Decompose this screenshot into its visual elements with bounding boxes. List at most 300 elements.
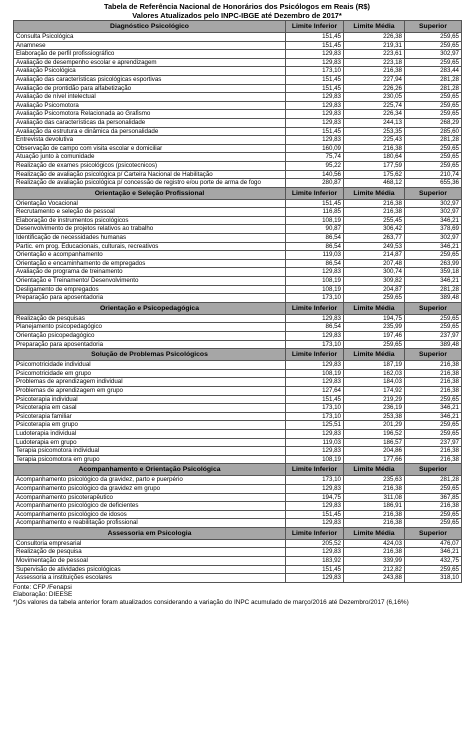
value-max: 259,65 <box>405 565 462 574</box>
value-mid: 187,19 <box>344 361 405 370</box>
value-mid: 243,88 <box>344 574 405 583</box>
service-name: Realização de avaliação psicológica p/ concessão de registro e/ou porte de arma de fogo <box>14 179 286 188</box>
service-name: Realização de exames psicológicos (psicotecnicos) <box>14 161 286 170</box>
value-mid: 235,63 <box>344 476 405 485</box>
fee-table <box>13 20 462 583</box>
service-name: Acompanhamento psicológico de deficientes <box>14 502 286 511</box>
value-min: 116,85 <box>286 208 344 217</box>
value-min: 173,10 <box>286 412 344 421</box>
service-name: Avaliação Psicológica <box>14 67 286 76</box>
value-max: 259,65 <box>405 484 462 493</box>
footer <box>13 584 474 607</box>
value-min: 127,64 <box>286 386 344 395</box>
column-header-max: Superior <box>405 21 462 33</box>
value-min: 129,83 <box>286 548 344 557</box>
value-max: 655,36 <box>405 179 462 188</box>
value-max: 346,21 <box>405 404 462 413</box>
table-row <box>14 332 462 341</box>
value-max: 281,28 <box>405 136 462 145</box>
service-name: Identificação de necessidades humanas <box>14 234 286 243</box>
value-mid: 162,03 <box>344 369 405 378</box>
table-row <box>14 50 462 59</box>
value-mid: 226,26 <box>344 84 405 93</box>
service-name: Avaliação Psicomotora <box>14 101 286 110</box>
table-row <box>14 429 462 438</box>
table-row <box>14 476 462 485</box>
column-header-min: Limite Inferior <box>286 349 344 361</box>
table-row <box>14 502 462 511</box>
value-max: 283,44 <box>405 67 462 76</box>
value-min: 75,74 <box>286 153 344 162</box>
value-mid: 196,52 <box>344 429 405 438</box>
value-max: 259,65 <box>405 93 462 102</box>
value-min: 173,10 <box>286 404 344 413</box>
value-mid: 216,38 <box>344 510 405 519</box>
value-max: 259,65 <box>405 421 462 430</box>
value-max: 259,65 <box>405 314 462 323</box>
value-min: 108,19 <box>286 285 344 294</box>
service-name: Psicoterapia em casal <box>14 404 286 413</box>
table-row <box>14 101 462 110</box>
service-name: Avaliação da estrutura e dinâmica da personalidade <box>14 127 286 136</box>
service-name: Orientação Vocacional <box>14 199 286 208</box>
value-mid: 468,12 <box>344 179 405 188</box>
value-max: 389,48 <box>405 340 462 349</box>
service-name: Orientação e acompanhamento <box>14 251 286 260</box>
value-mid: 214,87 <box>344 251 405 260</box>
service-name: Consulta Psicológica <box>14 33 286 42</box>
table-row <box>14 234 462 243</box>
title-line-1: Tabela de Referência Nacional de Honorários dos Psicólogos em Reais (R$) <box>103 2 370 11</box>
column-header-max: Superior <box>405 349 462 361</box>
value-max: 259,65 <box>405 510 462 519</box>
table-row <box>14 179 462 188</box>
value-mid: 223,18 <box>344 58 405 67</box>
value-min: 129,83 <box>286 136 344 145</box>
service-name: Elaboração de perfil profissiográfico <box>14 50 286 59</box>
service-name: Realização de pesquisa <box>14 548 286 557</box>
value-max: 216,38 <box>405 502 462 511</box>
column-header-min: Limite Inferior <box>286 21 344 33</box>
service-name: Psicoterapia em grupo <box>14 421 286 430</box>
value-max: 432,75 <box>405 557 462 566</box>
column-header-mid: Limite Média <box>344 302 405 314</box>
value-min: 129,83 <box>286 447 344 456</box>
service-name: Avaliação de programa de treinamento <box>14 268 286 277</box>
service-name: Psicoterapia familiar <box>14 412 286 421</box>
service-name: Atuação junto à comunidade <box>14 153 286 162</box>
table-row <box>14 539 462 548</box>
value-mid: 216,38 <box>344 484 405 493</box>
value-mid: 216,38 <box>344 548 405 557</box>
value-max: 378,69 <box>405 225 462 234</box>
table-row <box>14 438 462 447</box>
value-min: 129,83 <box>286 429 344 438</box>
value-mid: 300,74 <box>344 268 405 277</box>
table-row <box>14 340 462 349</box>
service-name: Supervisão de atividades psicológicas <box>14 565 286 574</box>
value-max: 259,65 <box>405 251 462 260</box>
value-min: 280,87 <box>286 179 344 188</box>
value-mid: 216,38 <box>344 144 405 153</box>
service-name: Orientação psicopedagógico <box>14 332 286 341</box>
value-max: 263,99 <box>405 259 462 268</box>
table-row <box>14 225 462 234</box>
service-name: Assessoria a instituições escolares <box>14 574 286 583</box>
table-row <box>14 242 462 251</box>
service-name: Desligamento de empregados <box>14 285 286 294</box>
service-name: Acompanhamento psicológico da gravidez em grupo <box>14 484 286 493</box>
value-max: 318,10 <box>405 574 462 583</box>
value-max: 216,38 <box>405 447 462 456</box>
value-min: 129,83 <box>286 314 344 323</box>
service-name: Psicoterapia individual <box>14 395 286 404</box>
value-mid: 259,65 <box>344 294 405 303</box>
service-name: Acompanhamento psicoterapêutico <box>14 493 286 502</box>
footer-elaboration: Elaboração: DIEESE <box>13 591 73 599</box>
table-row <box>14 404 462 413</box>
value-max: 259,65 <box>405 144 462 153</box>
table-row <box>14 161 462 170</box>
table-row <box>14 386 462 395</box>
service-name: Preparação para aposentadoria <box>14 340 286 349</box>
value-max: 346,21 <box>405 412 462 421</box>
table-row <box>14 259 462 268</box>
value-max: 216,38 <box>405 369 462 378</box>
value-max: 389,48 <box>405 294 462 303</box>
value-min: 129,83 <box>286 378 344 387</box>
value-min: 160,09 <box>286 144 344 153</box>
value-max: 285,60 <box>405 127 462 136</box>
column-header-min: Limite Inferior <box>286 464 344 476</box>
table-row <box>14 67 462 76</box>
value-min: 151,45 <box>286 75 344 84</box>
section-title: Orientação e Seleção Profissional <box>14 187 286 199</box>
value-max: 259,65 <box>405 58 462 67</box>
table-row <box>14 557 462 566</box>
value-max: 281,28 <box>405 84 462 93</box>
column-header-max: Superior <box>405 527 462 539</box>
service-name: Movimentação de pessoal <box>14 557 286 566</box>
value-mid: 201,29 <box>344 421 405 430</box>
value-min: 129,83 <box>286 118 344 127</box>
value-mid: 184,03 <box>344 378 405 387</box>
table-row <box>14 58 462 67</box>
service-name: Psicomotricidade individual <box>14 361 286 370</box>
value-min: 151,45 <box>286 33 344 42</box>
value-min: 129,83 <box>286 110 344 119</box>
service-name: Partic. em prog. Educacionais, culturais, recreativos <box>14 242 286 251</box>
value-min: 129,83 <box>286 332 344 341</box>
table-row <box>14 421 462 430</box>
column-header-max: Superior <box>405 302 462 314</box>
table-row <box>14 153 462 162</box>
value-mid: 306,42 <box>344 225 405 234</box>
column-header-mid: Limite Média <box>344 349 405 361</box>
service-name: Problemas de aprendizagem em grupo <box>14 386 286 395</box>
table-row <box>14 110 462 119</box>
value-mid: 219,31 <box>344 41 405 50</box>
value-max: 281,28 <box>405 285 462 294</box>
table-row <box>14 565 462 574</box>
value-mid: 236,19 <box>344 404 405 413</box>
column-header-mid: Limite Média <box>344 464 405 476</box>
value-min: 194,75 <box>286 493 344 502</box>
value-mid: 216,38 <box>344 519 405 528</box>
value-max: 210,74 <box>405 170 462 179</box>
table-row <box>14 447 462 456</box>
value-min: 173,10 <box>286 67 344 76</box>
table-row <box>14 251 462 260</box>
service-name: Avaliação de prontidão para alfabetização <box>14 84 286 93</box>
value-mid: 177,59 <box>344 161 405 170</box>
table-row <box>14 33 462 42</box>
service-name: Realização de avaliação psicológica p/ Carteira Nacional de Habilitação <box>14 170 286 179</box>
table-row <box>14 216 462 225</box>
value-max: 281,28 <box>405 476 462 485</box>
table-row <box>14 118 462 127</box>
value-max: 237,97 <box>405 438 462 447</box>
section-title: Assessoria em Psicologia <box>14 527 286 539</box>
table-row <box>14 93 462 102</box>
column-header-mid: Limite Média <box>344 187 405 199</box>
service-name: Orientação e Treinamento/ Desenvolvimento <box>14 277 286 286</box>
value-min: 173,10 <box>286 294 344 303</box>
value-mid: 339,99 <box>344 557 405 566</box>
value-min: 129,83 <box>286 268 344 277</box>
service-name: Avaliação de nível intelectual <box>14 93 286 102</box>
value-min: 86,54 <box>286 242 344 251</box>
value-min: 108,19 <box>286 216 344 225</box>
document-title <box>0 0 474 20</box>
value-min: 205,52 <box>286 539 344 548</box>
value-mid: 207,48 <box>344 259 405 268</box>
column-header-min: Limite Inferior <box>286 187 344 199</box>
value-mid: 259,65 <box>344 340 405 349</box>
value-min: 119,03 <box>286 438 344 447</box>
value-mid: 216,38 <box>344 208 405 217</box>
table-row <box>14 412 462 421</box>
value-min: 129,83 <box>286 101 344 110</box>
value-min: 129,83 <box>286 519 344 528</box>
value-max: 367,85 <box>405 493 462 502</box>
value-max: 259,65 <box>405 110 462 119</box>
service-name: Terapia psicomotora individual <box>14 447 286 456</box>
value-max: 346,21 <box>405 216 462 225</box>
value-mid: 212,82 <box>344 565 405 574</box>
table-row <box>14 208 462 217</box>
value-min: 151,45 <box>286 127 344 136</box>
value-mid: 219,29 <box>344 395 405 404</box>
value-mid: 253,35 <box>344 127 405 136</box>
value-min: 183,92 <box>286 557 344 566</box>
table-row <box>14 510 462 519</box>
service-name: Psicomotricidade em grupo <box>14 369 286 378</box>
value-mid: 253,38 <box>344 412 405 421</box>
column-header-min: Limite Inferior <box>286 302 344 314</box>
service-name: Preparação para aposentadoria <box>14 294 286 303</box>
value-min: 86,54 <box>286 234 344 243</box>
value-min: 86,54 <box>286 259 344 268</box>
section-header-row <box>14 349 462 361</box>
value-max: 359,18 <box>405 268 462 277</box>
value-min: 129,83 <box>286 484 344 493</box>
value-max: 346,21 <box>405 277 462 286</box>
value-mid: 177,66 <box>344 455 405 464</box>
value-mid: 226,34 <box>344 110 405 119</box>
value-max: 259,65 <box>405 33 462 42</box>
value-mid: 223,61 <box>344 50 405 59</box>
value-min: 125,51 <box>286 421 344 430</box>
value-mid: 216,38 <box>344 67 405 76</box>
value-min: 129,83 <box>286 93 344 102</box>
table-row <box>14 136 462 145</box>
value-max: 259,65 <box>405 161 462 170</box>
table-row <box>14 378 462 387</box>
service-name: Acompanhamento psicológico de idosos <box>14 510 286 519</box>
value-mid: 249,53 <box>344 242 405 251</box>
value-mid: 225,74 <box>344 101 405 110</box>
value-mid: 255,45 <box>344 216 405 225</box>
value-min: 129,83 <box>286 361 344 370</box>
value-mid: 230,05 <box>344 93 405 102</box>
column-header-min: Limite Inferior <box>286 527 344 539</box>
value-min: 151,45 <box>286 395 344 404</box>
footer-note: *)Os valores da tabela anterior foram atualizados considerando a variação do INPC acumulado de março/2016 até Dezembro/2017 (6,16%) <box>13 598 409 606</box>
table-row <box>14 294 462 303</box>
value-mid: 174,92 <box>344 386 405 395</box>
value-min: 129,83 <box>286 58 344 67</box>
service-name: Planejamento psicopedagógico <box>14 323 286 332</box>
service-name: Consultoria empresarial <box>14 539 286 548</box>
value-max: 302,97 <box>405 199 462 208</box>
value-max: 259,65 <box>405 41 462 50</box>
value-min: 151,45 <box>286 41 344 50</box>
value-min: 129,83 <box>286 502 344 511</box>
table-row <box>14 323 462 332</box>
value-max: 237,97 <box>405 332 462 341</box>
table-row <box>14 199 462 208</box>
service-name: Observação de campo com visita escolar e domiciliar <box>14 144 286 153</box>
column-header-mid: Limite Média <box>344 527 405 539</box>
value-max: 268,29 <box>405 118 462 127</box>
table-row <box>14 395 462 404</box>
value-mid: 225,43 <box>344 136 405 145</box>
table-row <box>14 548 462 557</box>
value-max: 216,38 <box>405 455 462 464</box>
value-mid: 194,75 <box>344 314 405 323</box>
section-title: Orientação e Psicopedagógica <box>14 302 286 314</box>
value-max: 281,28 <box>405 75 462 84</box>
value-min: 129,83 <box>286 574 344 583</box>
service-name: Ludoterapia individual <box>14 429 286 438</box>
table-row <box>14 574 462 583</box>
service-name: Avaliação das características da personalidade <box>14 118 286 127</box>
value-min: 86,54 <box>286 323 344 332</box>
value-min: 151,45 <box>286 199 344 208</box>
value-mid: 235,99 <box>344 323 405 332</box>
value-max: 259,65 <box>405 429 462 438</box>
value-min: 173,10 <box>286 340 344 349</box>
value-max: 259,65 <box>405 101 462 110</box>
table-row <box>14 75 462 84</box>
value-mid: 424,03 <box>344 539 405 548</box>
table-row <box>14 493 462 502</box>
value-max: 216,38 <box>405 378 462 387</box>
service-name: Acompanhamento e reabilitação profissional <box>14 519 286 528</box>
value-max: 302,97 <box>405 234 462 243</box>
value-min: 151,45 <box>286 84 344 93</box>
service-name: Realização de pesquisas <box>14 314 286 323</box>
table-row <box>14 268 462 277</box>
service-name: Entrevista devolutiva <box>14 136 286 145</box>
table-row <box>14 519 462 528</box>
service-name: Desenvolvimento de projetos relativos ao trabalho <box>14 225 286 234</box>
service-name: Avaliação Psicomotora Relacionada ao Grafismo <box>14 110 286 119</box>
value-mid: 216,38 <box>344 199 405 208</box>
service-name: Avaliação das características psicológicas esportivas <box>14 75 286 84</box>
section-header-row <box>14 302 462 314</box>
value-mid: 204,87 <box>344 285 405 294</box>
section-header-row <box>14 21 462 33</box>
service-name: Problemas de aprendizagem individual <box>14 378 286 387</box>
value-min: 108,19 <box>286 455 344 464</box>
service-name: Elaboração de instrumentos psicológicos <box>14 216 286 225</box>
table-row <box>14 484 462 493</box>
footer-source: Fonte: CFP /Fenapsi <box>13 583 72 591</box>
value-min: 90,87 <box>286 225 344 234</box>
value-min: 173,10 <box>286 476 344 485</box>
service-name: Acompanhamento psicológico da gravidez, parto e puerpério <box>14 476 286 485</box>
value-mid: 263,77 <box>344 234 405 243</box>
value-min: 108,19 <box>286 277 344 286</box>
value-mid: 244,13 <box>344 118 405 127</box>
value-max: 259,65 <box>405 519 462 528</box>
section-title: Solução de Problemas Psicológicos <box>14 349 286 361</box>
table-row <box>14 314 462 323</box>
value-max: 302,97 <box>405 208 462 217</box>
table-row <box>14 277 462 286</box>
table-row <box>14 285 462 294</box>
value-max: 259,65 <box>405 323 462 332</box>
table-row <box>14 144 462 153</box>
value-mid: 186,91 <box>344 502 405 511</box>
section-title: Diagnóstico Psicológico <box>14 21 286 33</box>
service-name: Recrutamento e seleção de pessoal <box>14 208 286 217</box>
value-min: 151,45 <box>286 565 344 574</box>
section-title: Acompanhamento e Orientação Psicológica <box>14 464 286 476</box>
value-mid: 226,38 <box>344 33 405 42</box>
service-name: Terapia psicomotora em grupo <box>14 455 286 464</box>
value-max: 259,65 <box>405 395 462 404</box>
value-max: 476,07 <box>405 539 462 548</box>
column-header-mid: Limite Média <box>344 21 405 33</box>
section-header-row <box>14 527 462 539</box>
value-max: 216,38 <box>405 386 462 395</box>
value-min: 119,03 <box>286 251 344 260</box>
value-min: 129,83 <box>286 50 344 59</box>
value-mid: 227,94 <box>344 75 405 84</box>
value-max: 259,65 <box>405 153 462 162</box>
table-row <box>14 170 462 179</box>
value-min: 151,45 <box>286 510 344 519</box>
table-row <box>14 41 462 50</box>
service-name: Ludoterapia em grupo <box>14 438 286 447</box>
value-mid: 311,08 <box>344 493 405 502</box>
section-header-row <box>14 464 462 476</box>
value-min: 95,22 <box>286 161 344 170</box>
section-header-row <box>14 187 462 199</box>
